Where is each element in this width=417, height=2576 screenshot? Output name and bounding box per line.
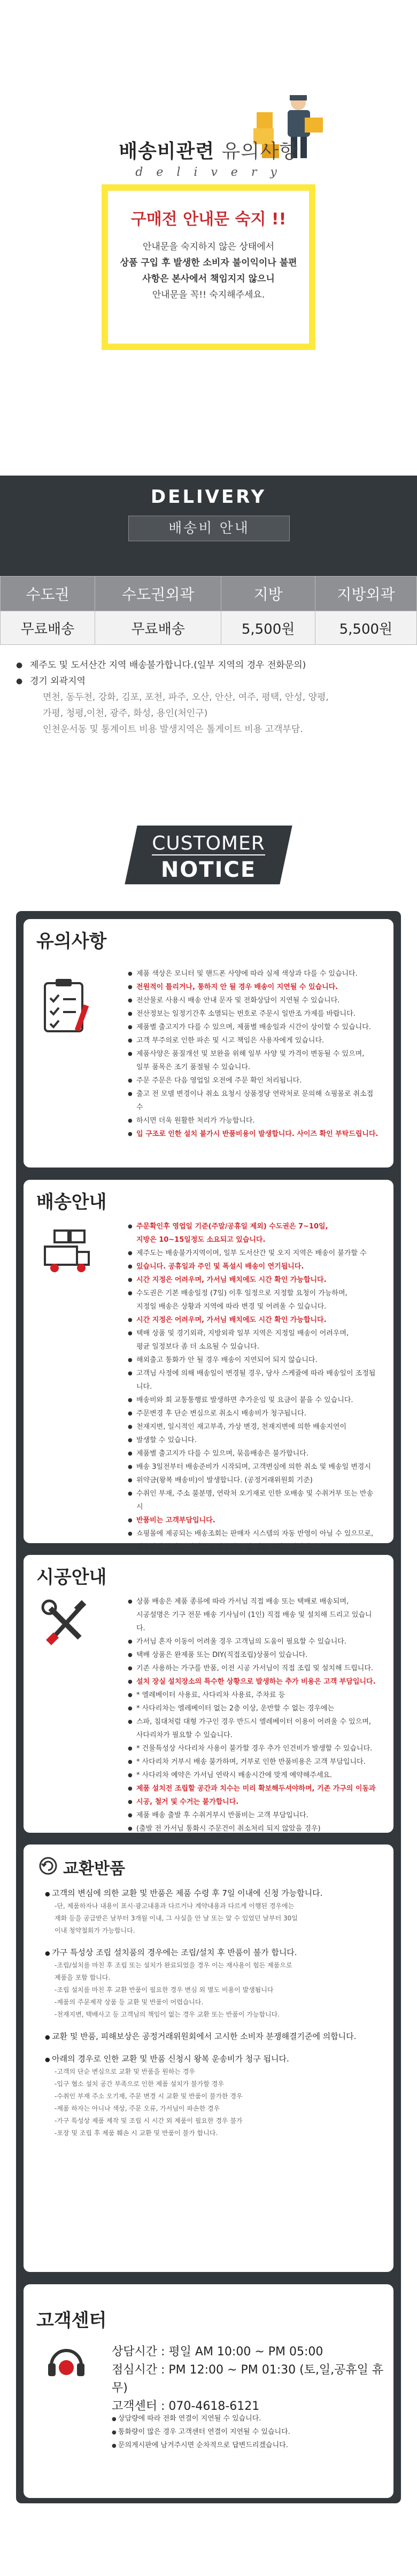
list-item-text: 제품사양은 품질개선 및 보완을 위해 일부 사양 및 가격이 변동될 수 있으며,	[136, 1050, 365, 1058]
service-note-text: 통화량이 많은 경우 고객센터 연결이 지연될 수 있습니다.	[118, 2428, 290, 2436]
shipping-card	[24, 1180, 393, 1551]
list-item-text: 평균 일정보다 좀 더 소요될 수 있습니다.	[136, 1343, 259, 1351]
bullet-icon: ●	[128, 984, 133, 990]
list-item-text: (출발 전 가서님 통화시 주문건이 취소처리 되지 않았을 경우)	[136, 1825, 321, 1833]
bullet-icon: ●	[128, 1078, 133, 1084]
table-cell: 5,500원	[221, 611, 315, 645]
bullet-icon: ●	[112, 2416, 118, 2422]
table-header: 수도권	[1, 577, 95, 611]
exchange-subitem: 이내 청약철회가 가능합니다.	[55, 1927, 135, 1934]
bullet-icon: ●	[128, 1759, 133, 1765]
bullet-icon: ●	[128, 1652, 133, 1658]
list-item	[128, 1527, 379, 1540]
bullet-icon: ●	[128, 1357, 133, 1363]
delivery-note: 제주도 및 도서산간 지역 배송불가합니다.(일부 지역의 경우 전화문의)	[30, 660, 306, 671]
bullet-icon: ●	[128, 1411, 133, 1417]
delivery-title: DELIVERY	[150, 486, 267, 508]
list-item	[128, 1327, 379, 1340]
bullet-icon: ●	[128, 1812, 133, 1818]
list-item	[128, 1795, 379, 1809]
delivery-subnote: 가평, 청평,이천, 광주, 화성, 용인(처인구)	[43, 708, 208, 719]
table-cell: 5,500원	[315, 611, 416, 645]
bullet-icon: ●	[128, 1666, 133, 1671]
bullet-icon: ●	[128, 1024, 133, 1030]
service-note	[112, 2439, 290, 2453]
exchange-item-text: 가구 특성상 조립 설치품의 경우에는 조립/설치 후 반품이 불가 합니다.	[52, 1948, 297, 1957]
list-item-text: 전원적이 틀리거나, 통하지 안 될 경우 배송이 지연될 수 있습니다.	[136, 983, 338, 991]
page-title	[0, 136, 417, 164]
exchange-subitem: -수취인 부재 주소 오기재, 주문 변경 시 교환 및 반품이 불가한 경우	[55, 2092, 243, 2100]
list-item-text: 반품비는 고객부담입니다.	[136, 1516, 215, 1524]
exchange-item	[45, 2053, 372, 2066]
list-item	[128, 994, 379, 1007]
list-item-text: 하시면 더욱 원활한 처리가 가능합니다.	[136, 1117, 255, 1125]
list-item	[128, 1782, 379, 1795]
list-item	[128, 1021, 379, 1034]
bullet-icon: ●	[128, 1330, 133, 1336]
list-item-text: 입 구조로 인한 설치 불가시 반품비용이 발생합니다. 사이즈 확인 부탁드립니다.	[136, 1130, 379, 1138]
list-item-text: 주문변경 후 단순 변심으로 취소시 배송비가 청구됩니다.	[136, 1410, 306, 1418]
exchange-item	[45, 1887, 372, 1900]
caution-list	[128, 967, 379, 1141]
headset-icon	[45, 2342, 88, 2387]
bullet-icon: ●	[128, 1264, 133, 1270]
delivery-notes	[16, 657, 406, 737]
bullet-icon: ●	[128, 1679, 133, 1685]
bullet-icon: ●	[128, 1437, 133, 1443]
bullet-icon: ●	[128, 1799, 133, 1805]
list-item	[128, 1260, 379, 1273]
section-title: 시공안내	[36, 1567, 107, 1588]
exchange-item-text: 교환 및 반품, 피해보상은 공정거래위원회에서 고시한 소비자 분쟁해결기준에 의합니다.	[52, 2032, 357, 2041]
bullet-icon: ●	[128, 1639, 133, 1645]
checklist-icon	[40, 978, 93, 1037]
service-hours	[112, 2343, 393, 2416]
list-item	[128, 1675, 379, 1688]
list-item-text: 배송비와 회 교통통행료 발생하면 추가운임 및 요금이 붙을 수 있습니다.	[136, 1396, 353, 1404]
list-item	[128, 1247, 379, 1260]
list-item	[128, 1047, 379, 1061]
bullet-icon: ●	[128, 1491, 133, 1497]
service-phone: 고객센터 : 070-4618-6121	[112, 2400, 260, 2413]
list-item-text: 배송관련 문의는 지원으로 발송되는 참 정보 부탁드립니다.	[136, 1543, 313, 1551]
list-item-text: 택배 상품 및 경기외곽, 지방외곽 일부 지역은 지정일 배송이 어려우며,	[136, 1329, 349, 1337]
exchange-subitem: 재화 등을 공급받은 날부터 3개월 이내, 그 사실을 안 날 또는 알 수 있었던 날부터 30일	[55, 1915, 298, 1922]
list-item-text: 사다리차가 필요할 수 있습니다.	[136, 1731, 233, 1739]
list-item	[128, 980, 379, 994]
exchange-subitem: -천재지변, 택배사고 등 고객님의 책임이 없는 경우 교환 또는 반품이 가능합니다.	[55, 2011, 280, 2018]
bullet-icon: ●	[128, 1451, 133, 1457]
list-item-text: 설치 장실 설치장소의 특수한 상황으로 발생하는 추가 비용은 고객 부담입니다.	[136, 1678, 376, 1686]
bullet-icon: ●	[128, 1250, 133, 1256]
list-item-text: 천재지변, 일시적인 재고부족, 가상 변경, 천재지변에 의한 배송지연이	[136, 1423, 346, 1431]
list-item-text: 위약금(왕복 배송비)이 발생합니다. (공정거래위원회 기준)	[136, 1476, 313, 1484]
shipping-list	[128, 1220, 379, 1567]
list-item	[128, 1394, 379, 1407]
list-item-text: 전산물로 사용시 배송 안내 문자 및 전화상담이 지연될 수 있습니다.	[136, 997, 340, 1005]
list-item	[128, 1662, 379, 1675]
list-item-text: 지정일 배송은 상황과 지역에 따라 변경 및 어려울 수 있습니다.	[136, 1303, 327, 1311]
bullet-icon: ●	[128, 1118, 133, 1124]
list-item	[128, 1742, 379, 1755]
bullet-icon: ●	[128, 1477, 133, 1483]
list-item-text: 기존 사용하는 가구를 반품, 이전 시공 가서님이 직접 조립 및 설치해 드립니다.	[136, 1664, 374, 1672]
bullet-icon: ●	[112, 2443, 118, 2449]
list-item	[128, 1340, 379, 1353]
bullet-icon: ●	[128, 998, 133, 1003]
lunch-hours: 점심시간 : PM 12:00 ~ PM 01:30 (토,일,공휴일 휴무)	[112, 2363, 384, 2395]
bullet-icon: ●	[128, 1091, 133, 1097]
list-item-text: 주문확인후 영업일 기준(주말/공휴일 제외) 수도권은 7~10일,	[136, 1223, 328, 1231]
list-item-text: 택배 상품은 완제품 또는 DIY(직접조립)상품이 있습니다.	[136, 1651, 308, 1659]
exchange-card	[24, 1845, 393, 2272]
list-item	[128, 1353, 379, 1367]
list-item-text: 발생할 수 있습니다.	[136, 1436, 197, 1444]
service-note	[112, 2412, 290, 2426]
list-item-text: 제품 색상은 모니터 및 핸드폰 사양에 따라 실제 색상과 다를 수 있습니다.	[136, 970, 358, 978]
list-item	[128, 1034, 379, 1047]
list-item	[128, 1755, 379, 1769]
list-item-text: 있습니다. 공휴일과 주인 및 폭설시 배송이 연기됩니다.	[136, 1263, 304, 1271]
list-item-text: 제품 배송 출발 후 수취거부시 반품비는 고객 부담입니다.	[136, 1811, 308, 1819]
list-item-text: 고객님 사정에 의해 배송일이 변경될 경우, 당사 스케쥴에 따라 배송일이 조정됩니다.	[136, 1369, 376, 1391]
bullet-icon: ●	[128, 1772, 133, 1778]
notice-line: 안내문을 숙지하지 않은 상태에서	[142, 242, 275, 252]
exchange-subitem: -입구 협소 설치 공간 부족으로 인한 제품 설치가 불가할 경우	[55, 2080, 224, 2088]
section-title: 교환반품	[63, 1859, 125, 1878]
exchange-list	[45, 1887, 372, 2139]
title-accent: 유의사항	[221, 141, 298, 162]
list-item	[128, 1595, 379, 1608]
list-item-text: 일부 품목은 조기 품절될 수 있습니다.	[136, 1063, 251, 1071]
list-item	[128, 1273, 379, 1287]
exchange-item-text: 아래의 경우로 인한 교환 및 반품 신청시 왕복 운송비가 청구 됩니다.	[52, 2054, 289, 2064]
customer-notice-line2: NOTICE	[160, 858, 257, 882]
exchange-item	[45, 2030, 372, 2043]
table-header: 지방	[221, 577, 315, 611]
list-item	[128, 1114, 379, 1127]
list-item-text: 시공설명은 기구 전문 배송 기사님이 (1인) 직접 배송 및 설치해 드리고 있습니다.	[136, 1611, 372, 1632]
bullet-icon: ●	[128, 1131, 133, 1137]
exchange-subitem: -가구 특성상 제품 제작 및 조립 시 시간 외 제품이 필요한 경우 불가	[55, 2117, 243, 2124]
table-cell: 무료배송	[1, 611, 95, 645]
table-header: 수도권외곽	[95, 577, 221, 611]
delivery-subnote: 면천, 동두천, 강화, 김포, 포천, 파주, 오산, 안산, 여주, 평택, 안성, 양평,	[43, 692, 329, 703]
exchange-subitem: -제품 하자는 아니나 색상, 주문 오류, 가서님이 파손한 경우	[55, 2105, 220, 2112]
bullet-icon: ●	[128, 971, 133, 977]
list-item	[128, 1407, 379, 1420]
delivery-note: 경기 외곽지역	[30, 676, 86, 687]
list-item-text: 배송 3일전부터 배송준비가 시작되며, 고객변심에 의한 취소 및 배송일 변경시	[136, 1463, 371, 1471]
bullet-icon: ●	[128, 1424, 133, 1430]
list-item	[128, 1540, 379, 1554]
list-item-text: 스파, 침대처럼 대형 가구인 경우 반드시 엘레베이터 이용이 어려울 수 있으며,	[136, 1718, 371, 1726]
list-item	[128, 1061, 379, 1074]
exchange-subitem: -조립/설치를 마친 후 조립 또는 설치가 완료되었을 경우 이는 재사용이 힘든 제품으로	[55, 1962, 292, 1969]
bullet-icon: ●	[128, 1277, 133, 1283]
list-item-text: 수도권은 기본 배송일정 (7일) 이후 일정으로 지정할 요청이 가능하며,	[136, 1289, 348, 1297]
bullet-icon: ●	[128, 1397, 133, 1403]
bullet-icon: ●	[128, 1706, 133, 1711]
caution-card	[24, 919, 393, 1168]
delivery-truck-icon	[40, 1225, 93, 1284]
list-item	[128, 1809, 379, 1822]
bullet-icon: ●	[128, 1692, 133, 1698]
exchange-subitem: -제품의 주문제작 상품 등 교환 및 반품이 어렵습니다.	[55, 1998, 204, 2006]
list-item-text: 가서님 혼자 이동이 어려울 경우 고객님의 도움이 필요할 수 있습니다.	[136, 1638, 346, 1646]
bullet-icon: ●	[128, 1290, 133, 1296]
notice-line: 안내문을 꼭!! 숙지해주세요.	[152, 290, 265, 300]
list-item	[128, 1220, 379, 1233]
install-list	[128, 1595, 379, 1835]
delivery-subnote: 인천운서동 및 통계이트 비용 발생지역은 톨게이트 비용 고객부담.	[43, 724, 303, 735]
list-item	[128, 1367, 379, 1394]
bullet-icon: ●	[16, 677, 23, 686]
list-item-text: 제주도는 배송불가지역이며, 일부 도서산간 및 오지 지역은 배송이 불가할 수	[136, 1249, 367, 1257]
exchange-subitem: -단, 제품하자나 내용이 표시·광고내용과 다르거나 계약내용과 다르게 이행된 경우에는	[55, 1902, 295, 1910]
bullet-icon: ●	[128, 1786, 133, 1792]
list-item	[128, 1514, 379, 1527]
bullet-icon: ●	[128, 1317, 133, 1323]
service-notes	[112, 2412, 290, 2453]
bullet-icon: ●	[45, 1950, 52, 1957]
bullet-icon: ●	[128, 1011, 133, 1017]
tools-icon	[40, 1598, 93, 1656]
section-title: 배송안내	[36, 1192, 107, 1213]
list-item-text: 제품 설치전 조립할 공간과 치수는 미리 확보해두셔야하며, 기존 가구의 이동과	[136, 1785, 376, 1793]
bullet-icon: ●	[128, 1371, 133, 1376]
list-item-text: * 건물특성상 사다리차 사용이 불가할 경우 추가 인건비가 발생할 수 있습니다.	[136, 1745, 373, 1753]
list-item	[128, 1127, 379, 1141]
list-item	[128, 1460, 379, 1474]
service-note	[112, 2426, 290, 2439]
list-item	[128, 1688, 379, 1702]
list-item	[128, 1702, 379, 1715]
bullet-icon: ●	[128, 1464, 133, 1470]
list-item-text: 수취인 부재, 주소 불분명, 연락처 오기재로 인한 오배송 및 수취거부 또는 반송시	[136, 1490, 374, 1511]
list-item-text: * 사다리차는 엘레베이터 없는 2층 이상, 운반할 수 없는 경우에는	[136, 1705, 335, 1713]
table-cell: 무료배송	[95, 611, 221, 645]
bullet-icon: ●	[45, 1890, 52, 1897]
list-item	[128, 1233, 379, 1247]
delivery-fee-pill: 배송비 안내	[128, 516, 290, 541]
list-item	[128, 967, 379, 980]
bullet-icon: ●	[45, 2034, 52, 2041]
list-item	[128, 1074, 379, 1087]
list-item	[128, 1648, 379, 1662]
bullet-icon: ●	[16, 661, 23, 670]
list-item-text: 주문 주문은 다음 영업일 오전에 주문 확인 처리됩니다.	[136, 1077, 302, 1085]
list-item-text: 시간 지정은 어려우며, 가서님 배치에도 시간 확인 가능합니다.	[136, 1316, 327, 1324]
return-icon	[38, 1856, 58, 1878]
exchange-subitem: 제품을 포함 합니다.	[55, 1974, 111, 1981]
notice-line: 사항은 본사에서 책임지지 않으니	[142, 274, 275, 284]
bullet-icon: ●	[128, 1224, 133, 1229]
install-card	[24, 1555, 393, 1833]
list-item-text: 시공, 철거 및 수거는 불가합니다.	[136, 1798, 239, 1806]
list-item	[128, 1608, 379, 1635]
bullet-icon: ●	[45, 2056, 52, 2063]
bullet-icon: ●	[128, 1599, 133, 1605]
list-item	[128, 1822, 379, 1835]
bullet-icon: ●	[128, 1038, 133, 1044]
list-item	[128, 1313, 379, 1327]
list-item	[128, 1769, 379, 1782]
bullet-icon: ●	[128, 1719, 133, 1725]
exchange-subitem: -조립 설치를 마친 후 교환 반품이 필요한 경우 변심 외 별도 비용이 발생됩니다	[55, 1986, 274, 1994]
notice-line: 상품 구입 후 발생한 소비자 불이익이나 불편	[120, 258, 297, 268]
list-item	[128, 1087, 379, 1114]
list-item-text: 출고 전 모델 변경이나 취소 요청시 상품정당 연락처로 문의해 쇼핑몰로 취소접수	[136, 1090, 374, 1111]
list-item-text: 고객 부주의로 인한 파손 및 시고 책임은 사용자에게 있습니다.	[136, 1037, 325, 1045]
list-item	[128, 1447, 379, 1460]
consult-hours: 상담시간 : 평일 AM 10:00 ~ PM 05:00	[112, 2345, 323, 2359]
list-item	[128, 1007, 379, 1021]
list-item	[128, 1715, 379, 1729]
list-item-text: 해외출고 통화가 안 될 경우 배송이 지연되어 되지 않습니다.	[136, 1356, 318, 1364]
list-item-text: 제품별 출고지가 다를 수 있으며, 제품별 배송일과 시간이 상이할 수 있습니다.	[136, 1023, 371, 1031]
list-item	[128, 1474, 379, 1487]
bullet-icon: ●	[128, 1531, 133, 1537]
list-item-text: 제품별 출고지가 다를 수 있으며, 묶음배송은 불가합니다.	[136, 1450, 308, 1458]
bullet-icon: ●	[112, 2430, 118, 2435]
list-item	[128, 1729, 379, 1742]
bullet-icon: ●	[128, 1826, 133, 1832]
list-item	[128, 1434, 379, 1447]
list-item-text: 상품 배송은 제품 종류에 따라 가서님 직접 배송 또는 택배로 배송되며,	[136, 1598, 349, 1606]
list-item	[128, 1287, 379, 1300]
page-subtitle: d e l i v e r y	[135, 166, 282, 179]
list-item-text: 전산정보는 일정기간후 소멸되는 번호로 주문시 일반조 가제를 바랍니다.	[136, 1010, 356, 1018]
list-item	[128, 1635, 379, 1648]
bullet-icon: ●	[128, 1517, 133, 1523]
service-card	[24, 2284, 393, 2498]
notice-heading: 구매전 안내문 숙지 !!	[130, 210, 287, 229]
bullet-icon: ●	[128, 1051, 133, 1057]
exchange-subitem: -포장 및 조립 후 제품 훼손 시 교환 및 반품이 불가 합니다.	[55, 2129, 218, 2137]
customer-notice-line1: CUSTOMER	[152, 832, 265, 854]
section-title: 고객센터	[36, 2310, 107, 2331]
exchange-item-text: 고객의 변심에 의한 교환 및 반품은 제품 수령 후 7일 이내에 신청 가능합니다.	[52, 1888, 323, 1898]
title-main: 배송비관련	[119, 141, 215, 162]
list-item	[128, 1300, 379, 1313]
exchange-subitem: -고객의 단순 변심으로 교환 및 반품을 원하는 경우	[55, 2068, 195, 2075]
list-item-text: 쇼핑몰에 제공되는 배송조회는 판매자 시스템의 자동 반영이 아닐 수 있으므로,	[136, 1530, 374, 1538]
list-item-text: * 엘레베이터 사용료, 사다리차 사용료, 주차료 등	[136, 1691, 285, 1699]
delivery-fee-table	[0, 576, 417, 645]
list-item-text: * 사다리차 거부시 배송 불가하며, 거부로 인한 반품비용은 고객 부담입니다.	[136, 1758, 366, 1766]
list-item-text: 지방은 10~15일정도 소요되고 있습니다.	[136, 1236, 266, 1244]
service-note-text: 상담량에 따라 전화 연결이 지연될 수 있습니다.	[118, 2415, 261, 2423]
service-note-text: 문의게시판에 남겨주시면 순차적으로 답변드리겠습니다.	[118, 2441, 288, 2449]
section-title: 유의사항	[36, 931, 107, 952]
list-item-text: 시간 지정은 어려우며, 가서님 배치에도 시간 확인 가능합니다.	[136, 1276, 327, 1284]
pre-purchase-notice	[102, 184, 315, 350]
table-header: 지방외곽	[315, 577, 416, 611]
exchange-item	[45, 1947, 372, 1959]
list-item-text: * 사다리차 예약은 가서님 연락시 배송시간에 맞게 예약해주세요.	[136, 1771, 333, 1779]
list-item	[128, 1487, 379, 1514]
list-item	[128, 1420, 379, 1434]
bullet-icon: ●	[128, 1746, 133, 1752]
